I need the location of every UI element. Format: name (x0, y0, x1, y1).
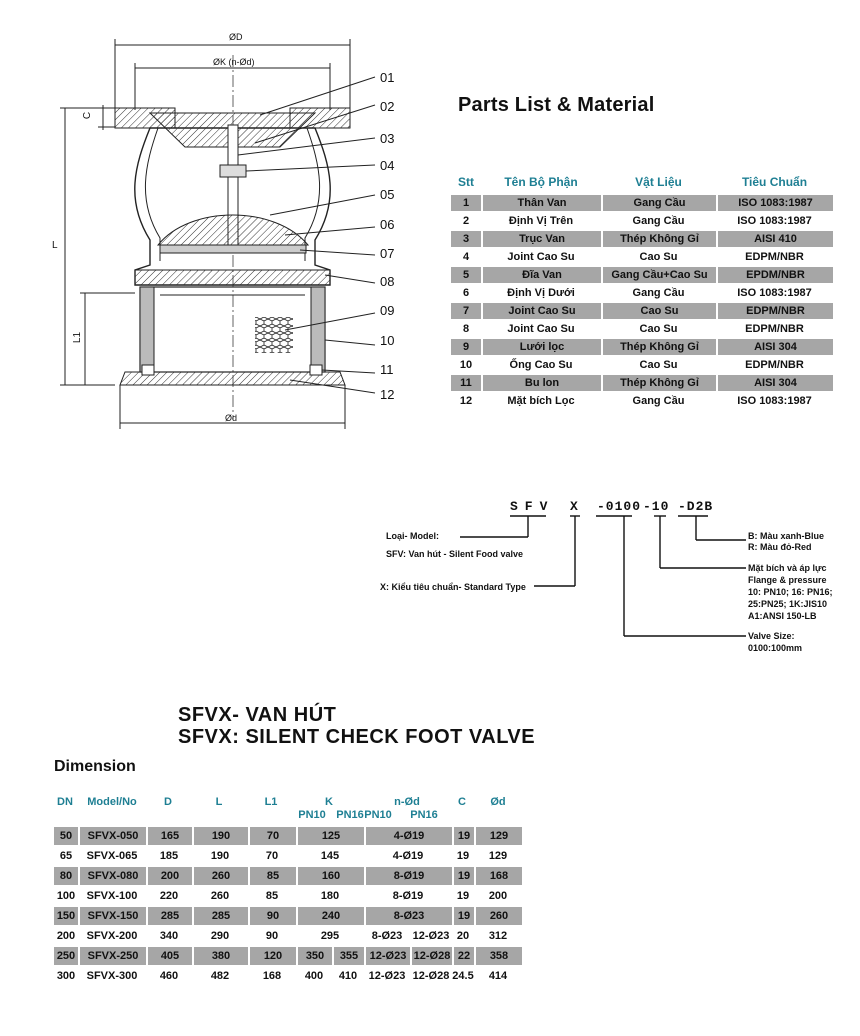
dimension-heading: Dimension (54, 758, 136, 775)
dimension-cell-k16: 355 (332, 947, 364, 965)
parts-cell-stt: 10 (459, 359, 473, 371)
dim-label-K: ØK (n-Ød) (213, 57, 255, 67)
dimension-cell-nd: 8-Ø19 (392, 890, 424, 902)
parts-cell-material: Cao Su (639, 251, 678, 263)
dimension-row (54, 827, 522, 845)
dimension-cell-L1: 120 (248, 947, 296, 965)
dimension-table (54, 825, 522, 987)
dimension-row (54, 867, 522, 885)
dimension-cell-L: 482 (210, 970, 230, 982)
parts-header-row (451, 175, 833, 193)
dimension-cell-nd16: 12-Ø28 (412, 970, 450, 982)
parts-cell-material: Cao Su (601, 303, 716, 319)
dimension-row (54, 947, 522, 965)
dimension-cell-k: 180 (320, 890, 340, 902)
parts-row (451, 195, 833, 211)
dimension-cell-C: 19 (456, 850, 470, 862)
parts-cell-standard: EDPM/NBR (745, 359, 804, 371)
dimension-cell-nd: 8-Ø23 (364, 907, 452, 925)
parts-row (451, 267, 833, 283)
dimension-cell-L1: 70 (265, 850, 279, 862)
dim-label-L: L (52, 240, 58, 251)
dimension-cell-D: 220 (159, 890, 179, 902)
parts-cell-standard: ISO 1083:1987 (716, 195, 833, 211)
dimension-cell-L1: 90 (248, 907, 296, 925)
dimension-cell-d: 200 (488, 890, 508, 902)
dimension-cell-model: SFVX-080 (78, 867, 146, 885)
dimension-cell-C: 20 (456, 930, 470, 942)
parts-cell-name: Joint Cao Su (507, 251, 575, 263)
callout-08: 08 (380, 274, 395, 289)
parts-cell-material: Thép Không Gỉ (601, 339, 716, 355)
note-standard: X: Kiểu tiêu chuẩn- Standard Type (380, 582, 526, 592)
parts-cell-name: Bu lon (481, 375, 601, 391)
dim-label-D: ØD (229, 32, 243, 42)
dim-header-K: K (325, 796, 333, 808)
callout-02: 02 (380, 99, 395, 114)
parts-cell-standard: ISO 1083:1987 (737, 395, 812, 407)
dimension-cell-C: 19 (452, 827, 474, 845)
parts-cell-stt: 5 (451, 267, 481, 283)
dimension-cell-d: 414 (488, 970, 508, 982)
dim-header-nd-pn16: PN16 (410, 809, 438, 821)
dimension-cell-nd16: 12-Ø23 (412, 930, 450, 942)
dimension-cell-dn: 50 (54, 827, 78, 845)
parts-table (451, 173, 833, 411)
product-title-vi: SFVX- VAN HÚT (178, 704, 337, 726)
dimension-row (54, 967, 522, 985)
parts-cell-standard: AISI 410 (716, 231, 833, 247)
note-size-1: Valve Size: (748, 631, 795, 641)
parts-cell-material: Cao Su (639, 359, 678, 371)
dimension-cell-D: 165 (146, 827, 192, 845)
dimension-cell-k: 125 (296, 827, 364, 845)
dimension-cell-C: 19 (452, 867, 474, 885)
dim-header-k-pn16: PN16 (336, 809, 364, 821)
parts-header-material: Vật Liệu (635, 175, 682, 189)
dimension-cell-nd: 4-Ø19 (392, 850, 424, 862)
dim-header-dn: DN (57, 796, 73, 808)
dimension-cell-L1: 90 (265, 930, 279, 942)
parts-row (451, 375, 833, 391)
dim-label-C: C (82, 111, 94, 120)
dimension-cell-L: 190 (192, 827, 248, 845)
note-color-1: B: Màu xanh-Blue (748, 531, 825, 541)
parts-cell-standard: EPDM/NBR (716, 267, 833, 283)
parts-cell-stt: 4 (462, 251, 470, 263)
parts-row (451, 357, 833, 373)
dimension-cell-k: 350 (296, 947, 332, 965)
dimension-cell-L1: 168 (262, 970, 282, 982)
parts-cell-standard: EDPM/NBR (745, 251, 804, 263)
callout-03: 03 (380, 131, 395, 146)
callout-04: 04 (380, 158, 395, 173)
parts-cell-name: Trục Van (481, 231, 601, 247)
parts-cell-name: Định Vị Dưới (507, 287, 575, 299)
dimension-cell-L1: 70 (248, 827, 296, 845)
parts-cell-material: Gang Cầu+Cao Su (601, 267, 716, 283)
dimension-cell-nd: 4-Ø19 (364, 827, 452, 845)
parts-cell-standard: EDPM/NBR (716, 303, 833, 319)
dim-header-nd-pn10: PN10 (364, 809, 392, 821)
parts-cell-name: Thân Van (481, 195, 601, 211)
callout-09: 09 (380, 303, 395, 318)
dimension-cell-nd: 8-Ø23 (371, 930, 403, 942)
note-pressure-5: A1:ANSI 150-LB (748, 611, 817, 621)
dimension-cell-nd: 8-Ø19 (364, 867, 452, 885)
dimension-cell-nd16: 12-Ø28 (410, 947, 452, 965)
parts-row (451, 303, 833, 319)
code-size: -0100 (597, 499, 642, 514)
dimension-cell-k: 295 (320, 930, 340, 942)
dimension-cell-k: 400 (304, 970, 324, 982)
dim-header-D: D (164, 796, 172, 808)
parts-row (451, 393, 833, 409)
dimension-cell-C: 19 (452, 907, 474, 925)
parts-cell-name: Đĩa Van (481, 267, 601, 283)
dimension-cell-model: SFVX-200 (86, 930, 138, 942)
dimension-cell-model: SFVX-150 (78, 907, 146, 925)
code-color: -D2B (678, 499, 714, 514)
parts-cell-name: Joint Cao Su (481, 303, 601, 319)
dimension-cell-C: 19 (456, 890, 470, 902)
dimension-cell-model: SFVX-250 (78, 947, 146, 965)
dimension-cell-k: 145 (320, 850, 340, 862)
note-type-value: SFV: Van hút - Silent Food valve (386, 549, 524, 559)
dimension-cell-L: 285 (192, 907, 248, 925)
dimension-cell-L: 260 (192, 867, 248, 885)
parts-cell-name: Lưới lọc (481, 339, 601, 355)
parts-row (451, 339, 833, 355)
dimension-cell-d: 129 (474, 827, 522, 845)
callout-01: 01 (380, 70, 395, 85)
callout-06: 06 (380, 217, 395, 232)
dim-header-k-pn10: PN10 (298, 809, 326, 821)
parts-cell-stt: 11 (451, 375, 481, 391)
dimension-cell-C: 22 (452, 947, 474, 965)
parts-cell-material: Gang Cầu (632, 395, 685, 407)
dim-label-L1: L1 (72, 331, 84, 344)
dimension-cell-dn: 100 (56, 890, 76, 902)
parts-list-title: Parts List & Material (458, 94, 655, 116)
dimension-cell-L: 190 (210, 850, 230, 862)
dimension-cell-dn: 200 (56, 930, 76, 942)
dimension-cell-k: 160 (296, 867, 364, 885)
dimension-cell-dn: 250 (54, 947, 78, 965)
dimension-row (54, 887, 522, 905)
parts-cell-material: Thép Không Gỉ (601, 375, 716, 391)
dimension-cell-model: SFVX-065 (86, 850, 138, 862)
dimension-cell-d: 168 (474, 867, 522, 885)
dimension-cell-L1: 85 (248, 867, 296, 885)
parts-cell-standard: AISI 304 (716, 375, 833, 391)
dimension-cell-model: SFVX-300 (86, 970, 138, 982)
dim-label-d: Ød (225, 413, 238, 423)
dimension-cell-dn: 300 (56, 970, 76, 982)
callout-10: 10 (380, 333, 395, 348)
note-type-label: Loại- Model: (386, 531, 439, 541)
parts-cell-standard: ISO 1083:1987 (737, 287, 812, 299)
dim-header-L1: L1 (264, 796, 278, 808)
dimension-cell-d: 260 (474, 907, 522, 925)
parts-row (451, 213, 833, 229)
dimension-row (54, 907, 522, 925)
parts-cell-stt: 7 (451, 303, 481, 319)
dimension-cell-D: 460 (159, 970, 179, 982)
parts-cell-standard: AISI 304 (716, 339, 833, 355)
dimension-cell-dn: 80 (54, 867, 78, 885)
parts-header-name: Tên Bộ Phận (504, 175, 578, 189)
parts-cell-material: Cao Su (639, 323, 678, 335)
note-pressure-1: Mặt bích và áp lực (748, 563, 827, 573)
dimension-cell-k: 240 (296, 907, 364, 925)
dim-header-nd: n-Ød (394, 796, 420, 808)
parts-row (451, 249, 833, 265)
dim-header-model: Model/No (87, 796, 137, 808)
parts-row (451, 231, 833, 247)
dimension-cell-model: SFVX-050 (78, 827, 146, 845)
note-color-2: R: Màu đỏ-Red (748, 542, 812, 552)
note-pressure-2: Flange & pressure (748, 575, 827, 585)
dimension-cell-model: SFVX-100 (86, 890, 138, 902)
parts-cell-stt: 1 (451, 195, 481, 211)
dim-header-d: Ød (490, 796, 506, 808)
parts-header-stt: Stt (458, 175, 474, 189)
parts-cell-name: Joint Cao Su (507, 323, 575, 335)
dimension-cell-dn: 150 (54, 907, 78, 925)
parts-cell-material: Gang Cầu (632, 287, 685, 299)
parts-cell-stt: 8 (462, 323, 470, 335)
dimension-row (54, 847, 522, 865)
parts-cell-name: Định Vị Trên (508, 215, 574, 227)
parts-cell-material: Thép Không Gỉ (601, 231, 716, 247)
callout-11: 11 (380, 362, 394, 377)
dimension-cell-nd: 12-Ø23 (368, 970, 406, 982)
code-pressure: -10 (643, 499, 670, 514)
dim-header-L: L (215, 796, 223, 808)
parts-cell-material: Gang Cầu (601, 195, 716, 211)
parts-row (451, 285, 833, 301)
dimension-cell-dn: 65 (59, 850, 73, 862)
parts-cell-standard: ISO 1083:1987 (737, 215, 812, 227)
parts-cell-material: Gang Cầu (632, 215, 685, 227)
dimension-cell-C: 24.5 (452, 970, 474, 982)
note-pressure-4: 25:PN25; 1K:JIS10 (748, 599, 828, 609)
dimension-cell-d: 312 (488, 930, 508, 942)
note-pressure-3: 10: PN10; 16: PN16; (748, 587, 833, 597)
dimension-cell-L1: 85 (265, 890, 279, 902)
parts-row (451, 321, 833, 337)
dimension-row (54, 927, 522, 945)
dimension-cell-L: 380 (192, 947, 248, 965)
dimension-cell-D: 285 (146, 907, 192, 925)
dimension-cell-d: 129 (488, 850, 508, 862)
dimension-cell-D: 405 (146, 947, 192, 965)
parts-cell-stt: 2 (462, 215, 470, 227)
parts-cell-stt: 12 (459, 395, 473, 407)
dimension-cell-L: 260 (210, 890, 230, 902)
callout-05: 05 (380, 187, 395, 202)
note-size-2: 0100:100mm (748, 643, 803, 653)
code-x: X (570, 499, 581, 514)
product-title-en: SFVX: SILENT CHECK FOOT VALVE (178, 726, 536, 748)
callout-07: 07 (380, 246, 395, 261)
dimension-cell-nd: 12-Ø23 (364, 947, 410, 965)
dim-header-C: C (458, 796, 466, 808)
parts-cell-name: Mặt bích Lọc (507, 395, 575, 407)
parts-cell-stt: 6 (462, 287, 470, 299)
dimension-cell-D: 185 (159, 850, 179, 862)
dimension-header (0, 794, 860, 824)
callout-12: 12 (380, 387, 395, 402)
dimension-cell-D: 200 (146, 867, 192, 885)
parts-cell-stt: 3 (451, 231, 481, 247)
dimension-cell-D: 340 (159, 930, 179, 942)
dimension-cell-d: 358 (474, 947, 522, 965)
dimension-cell-k16: 410 (338, 970, 358, 982)
parts-header-standard: Tiêu Chuẩn (741, 175, 808, 189)
valve-drawing (40, 25, 420, 445)
parts-cell-name: Ống Cao Su (509, 359, 573, 371)
parts-cell-standard: EDPM/NBR (745, 323, 804, 335)
parts-cell-stt: 9 (451, 339, 481, 355)
code-sfv: SFV (510, 499, 555, 514)
dimension-cell-L: 290 (210, 930, 230, 942)
